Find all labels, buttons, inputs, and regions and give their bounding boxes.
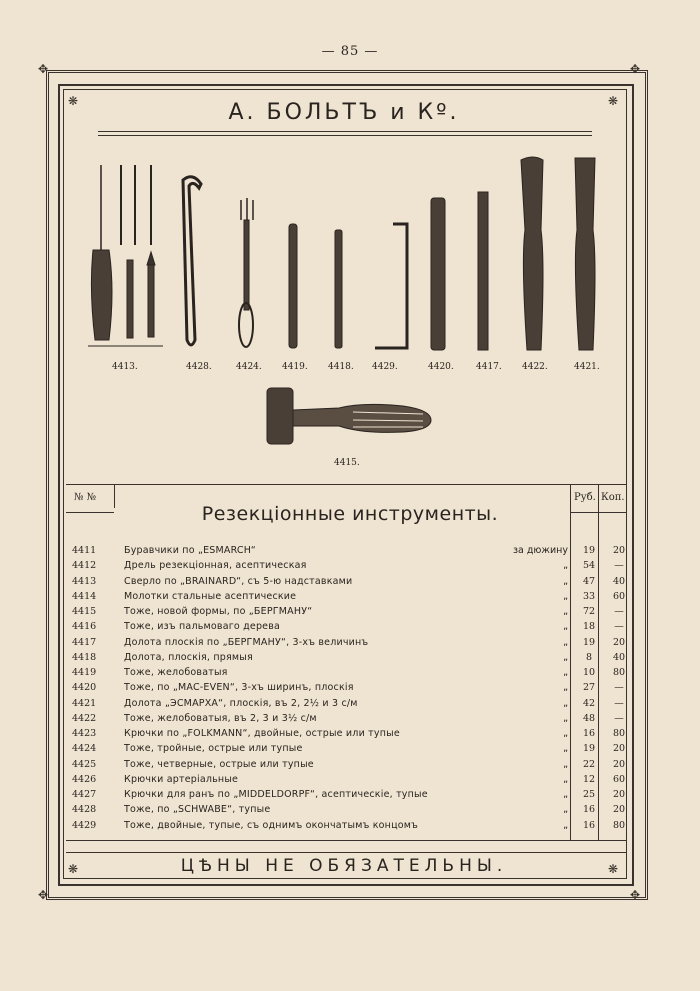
figure-label: 4413. bbox=[112, 362, 138, 372]
item-rubles: 25 bbox=[582, 789, 596, 800]
item-rubles: 12 bbox=[582, 773, 596, 785]
item-unit: „ bbox=[563, 636, 568, 648]
corner-ornament: ✥ bbox=[630, 62, 641, 76]
table-bottom-rule bbox=[66, 840, 626, 841]
header-rule-no bbox=[66, 512, 114, 513]
item-rubles: 19 bbox=[582, 743, 596, 755]
table-row bbox=[66, 818, 626, 833]
table-top-rule bbox=[66, 484, 626, 485]
item-kopecks: — bbox=[614, 606, 624, 617]
item-kopecks: 80 bbox=[612, 728, 626, 739]
column-header-rub: Руб. bbox=[574, 492, 596, 503]
item-unit: „ bbox=[563, 560, 568, 572]
item-rubles: 8 bbox=[585, 651, 593, 663]
item-rubles: 19 bbox=[582, 636, 596, 648]
table-row bbox=[66, 741, 626, 756]
column-header-kop: Коп. bbox=[601, 492, 625, 503]
item-unit: „ bbox=[563, 682, 568, 694]
item-number: 4421 bbox=[72, 697, 97, 709]
item-kopecks: 20 bbox=[612, 636, 626, 648]
item-number: 4428 bbox=[72, 804, 97, 816]
item-kopecks: — bbox=[614, 712, 624, 724]
item-rubles: 18 bbox=[582, 621, 596, 633]
column-header-no: № № bbox=[74, 492, 97, 503]
item-name: Долота, плоскія, прямыя bbox=[124, 651, 253, 663]
item-kopecks: 20 bbox=[612, 545, 626, 556]
figure-label: 4415. bbox=[334, 458, 360, 468]
item-unit: „ bbox=[563, 743, 568, 755]
figure-label: 4419. bbox=[282, 362, 308, 372]
item-number: 4423 bbox=[72, 728, 97, 739]
item-kopecks: 60 bbox=[612, 590, 626, 602]
item-rubles: 22 bbox=[582, 758, 596, 770]
item-kopecks: — bbox=[614, 621, 624, 633]
section-title: Резекціонные инструменты. bbox=[201, 503, 499, 525]
item-name: Тоже, тройные, острые или тупые bbox=[124, 743, 303, 755]
item-number: 4427 bbox=[72, 789, 97, 800]
table-row bbox=[66, 665, 626, 680]
table-row bbox=[66, 802, 626, 817]
item-name: Тоже, желобоватыя bbox=[124, 667, 228, 678]
item-unit: „ bbox=[563, 606, 568, 617]
item-name: Тоже, изъ пальмоваго дерева bbox=[124, 621, 281, 633]
item-number: 4422 bbox=[72, 712, 97, 724]
item-number: 4415 bbox=[72, 606, 97, 617]
item-unit: „ bbox=[563, 758, 568, 770]
table-row bbox=[66, 680, 626, 695]
item-name: Крючки по „FOLKMANN“, двойные, острые или тупые bbox=[124, 728, 400, 739]
item-number: 4420 bbox=[72, 682, 97, 694]
item-kopecks: — bbox=[614, 560, 624, 572]
item-rubles: 54 bbox=[582, 560, 596, 572]
item-rubles: 27 bbox=[582, 682, 596, 694]
item-unit: „ bbox=[563, 712, 568, 724]
item-number: 4425 bbox=[72, 758, 97, 770]
item-unit: „ bbox=[563, 804, 568, 816]
item-number: 4416 bbox=[72, 621, 97, 633]
chisel-4419-icon bbox=[289, 224, 297, 348]
item-kopecks: 20 bbox=[612, 758, 626, 770]
item-rubles: 19 bbox=[582, 545, 596, 556]
item-number: 4429 bbox=[72, 819, 97, 831]
item-name: Тоже, желобоватыя, въ 2, 3 и 3½ с/м bbox=[124, 712, 317, 724]
item-rubles: 16 bbox=[582, 804, 596, 816]
item-unit: „ bbox=[563, 697, 568, 709]
item-number: 4412 bbox=[72, 560, 97, 572]
table-row bbox=[66, 772, 626, 787]
item-kopecks: 60 bbox=[612, 773, 626, 785]
figure-label: 4429. bbox=[372, 362, 398, 372]
figure-label: 4421. bbox=[574, 362, 600, 372]
item-number: 4424 bbox=[72, 743, 97, 755]
item-unit: за дюжину bbox=[512, 545, 568, 556]
item-number: 4414 bbox=[72, 590, 97, 602]
table-row bbox=[66, 574, 626, 589]
title-rule bbox=[98, 131, 592, 136]
drill-set-icon bbox=[88, 165, 163, 346]
item-kopecks: — bbox=[614, 697, 624, 709]
item-name: Буравчики по „ESMARCH“ bbox=[124, 545, 256, 556]
item-name: Тоже, по „SCHWABE“, тупые bbox=[124, 804, 271, 816]
item-name: Тоже, двойные, тупые, съ однимъ окончатымъ концомъ bbox=[124, 819, 419, 831]
double-hook-icon bbox=[375, 224, 407, 348]
item-name: Сверло по „BRAINARD“, съ 5-ю надставками bbox=[124, 575, 353, 587]
column-divider bbox=[114, 484, 115, 508]
item-number: 4413 bbox=[72, 575, 97, 587]
corner-ornament: ✥ bbox=[38, 62, 49, 76]
item-kopecks: 20 bbox=[612, 789, 626, 800]
item-number: 4417 bbox=[72, 636, 97, 648]
item-rubles: 48 bbox=[582, 712, 596, 724]
chisel-4420-icon bbox=[431, 198, 445, 350]
item-rubles: 42 bbox=[582, 697, 596, 709]
item-unit: „ bbox=[563, 590, 568, 602]
item-kopecks: 40 bbox=[612, 651, 626, 663]
table-row bbox=[66, 711, 626, 726]
item-unit: „ bbox=[563, 789, 568, 800]
table-row bbox=[66, 650, 626, 665]
table-row bbox=[66, 696, 626, 711]
chisel-4417-icon bbox=[478, 192, 488, 350]
table-row bbox=[66, 543, 626, 558]
item-rubles: 72 bbox=[582, 606, 596, 617]
triple-hook-icon bbox=[239, 198, 253, 347]
item-name: Долота плоскія по „БЕРГМАНУ“, 3-хъ величинъ bbox=[124, 636, 369, 648]
figure-label: 4424. bbox=[236, 362, 262, 372]
item-name: Тоже, новой формы, по „БЕРГМАНУ“ bbox=[124, 606, 313, 617]
item-unit: „ bbox=[563, 667, 568, 678]
corner-ornament: ❋ bbox=[608, 862, 619, 876]
item-name: Крючки артеріальные bbox=[124, 773, 239, 785]
gouge-4422-icon bbox=[521, 157, 543, 350]
item-kopecks: 40 bbox=[612, 575, 626, 587]
item-kopecks: 80 bbox=[612, 819, 626, 831]
item-name: Тоже, по „MAC-EVEN“, 3-хъ ширинъ, плоскія bbox=[124, 682, 354, 694]
item-unit: „ bbox=[563, 773, 568, 785]
corner-ornament: ✥ bbox=[630, 888, 641, 902]
item-rubles: 47 bbox=[582, 575, 596, 587]
firm-title: А. БОЛЬТЪ и Кº. bbox=[228, 100, 460, 125]
item-number: 4426 bbox=[72, 773, 97, 785]
figure-label: 4417. bbox=[476, 362, 502, 372]
page-number: — 85 — bbox=[321, 44, 379, 59]
item-kopecks: 20 bbox=[612, 743, 626, 755]
item-unit: „ bbox=[563, 819, 568, 831]
instruments-illustration bbox=[63, 140, 625, 480]
table-row bbox=[66, 619, 626, 634]
footer-note: ЦѢНЫ НЕ ОБЯЗАТЕЛЬНЫ. bbox=[180, 856, 508, 876]
chisel-4421-icon bbox=[575, 158, 595, 350]
item-name: Молотки стальные асептические bbox=[124, 590, 297, 602]
item-name: Долота „ЭСМАРХА“, плоскія, въ 2, 2½ и 3 с/м bbox=[124, 697, 358, 709]
footer-rule bbox=[66, 852, 626, 853]
item-name: Крючки для ранъ по „MIDDELDORPF“, асептическіе, тупые bbox=[124, 789, 428, 800]
item-name: Тоже, четверные, острые или тупые bbox=[124, 758, 314, 770]
figure-label: 4428. bbox=[186, 362, 212, 372]
table-row bbox=[66, 604, 626, 619]
item-rubles: 10 bbox=[582, 667, 596, 678]
hook-icon bbox=[183, 177, 201, 345]
item-rubles: 16 bbox=[582, 728, 596, 739]
table-row bbox=[66, 787, 626, 802]
item-unit: „ bbox=[563, 728, 568, 739]
item-unit: „ bbox=[563, 621, 568, 633]
corner-ornament: ✥ bbox=[38, 888, 49, 902]
table-row bbox=[66, 635, 626, 650]
corner-ornament: ❋ bbox=[608, 94, 619, 108]
corner-ornament: ❋ bbox=[68, 94, 79, 108]
item-kopecks: 20 bbox=[612, 804, 626, 816]
figure-label: 4418. bbox=[328, 362, 354, 372]
item-number: 4418 bbox=[72, 651, 97, 663]
item-unit: „ bbox=[563, 651, 568, 663]
item-name: Дрель резекціонная, асептическая bbox=[124, 560, 307, 572]
table-row bbox=[66, 558, 626, 573]
figure-label: 4422. bbox=[522, 362, 548, 372]
item-number: 4411 bbox=[72, 545, 97, 556]
table-row bbox=[66, 726, 626, 741]
item-unit: „ bbox=[563, 575, 568, 587]
table-row bbox=[66, 589, 626, 604]
item-rubles: 16 bbox=[582, 819, 596, 831]
item-number: 4419 bbox=[72, 667, 97, 678]
item-kopecks: — bbox=[614, 682, 624, 694]
mallet-icon bbox=[267, 388, 431, 444]
chisel-4418-icon bbox=[335, 230, 342, 348]
figure-label: 4420. bbox=[428, 362, 454, 372]
table-row bbox=[66, 757, 626, 772]
corner-ornament: ❋ bbox=[68, 862, 79, 876]
item-kopecks: 80 bbox=[612, 667, 626, 678]
item-rubles: 33 bbox=[582, 590, 596, 602]
